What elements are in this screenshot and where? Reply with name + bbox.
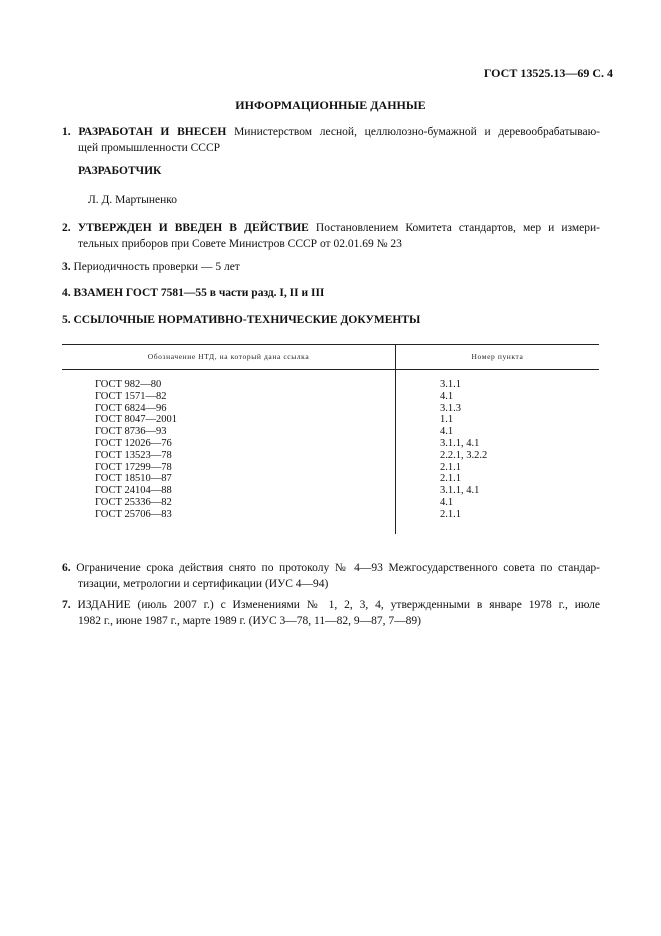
- item-6: [62, 560, 600, 592]
- table-cell-document: ГОСТ 25336—82: [95, 496, 172, 508]
- item-1-text-1: Министерством лесной, целлюлозно-бумажной и деревообрабатываю-: [234, 126, 601, 138]
- item-3: [62, 259, 600, 275]
- table-header-clause: Номер пункта: [471, 352, 524, 361]
- table-column-clauses: [440, 379, 487, 521]
- table-cell-clause: 2.1.1: [440, 461, 461, 473]
- table-header-document: Обозначение НТД, на который дана ссылка: [147, 352, 310, 361]
- item-3-number: 3.: [62, 261, 71, 273]
- table-cell-clause: 2.1.1: [440, 473, 461, 485]
- developer-label: РАЗРАБОТЧИК: [78, 165, 162, 177]
- item-7-line-1: [62, 597, 600, 613]
- table-cell-document: ГОСТ 25706—83: [95, 508, 172, 520]
- table-cell-clause: 2.1.1: [440, 508, 461, 520]
- item-4: [62, 285, 600, 301]
- item-7-text-2: 1982 г., июне 1987 г., марте 1989 г. (ИУС 3—78, 11—82, 9—87, 7—89): [78, 615, 421, 627]
- table-header-rule: [62, 369, 599, 370]
- table-column-divider: [395, 344, 396, 534]
- table-cell-document: ГОСТ 12026—76: [95, 437, 172, 449]
- item-5: [62, 312, 600, 328]
- table-column-documents: [95, 379, 177, 521]
- table-cell-document: ГОСТ 8047—2001: [95, 414, 178, 426]
- table-cell-document: ГОСТ 24104—88: [95, 485, 172, 497]
- table-cell-clause: 1.1: [440, 414, 454, 426]
- table-cell-clause: 2.2.1, 3.2.2: [440, 449, 488, 461]
- item-3-text: Периодичность проверки — 5 лет: [73, 261, 240, 273]
- table-cell-clause: 3.1.3: [440, 402, 461, 414]
- item-6-number: 6.: [62, 562, 71, 574]
- table-cell-document: ГОСТ 6824—96: [95, 402, 167, 414]
- item-2-text-1: Постановлением Комитета стандартов, мер и измери-: [315, 222, 601, 234]
- table-cell-document: ГОСТ 18510—87: [95, 473, 172, 485]
- table-cell-clause: 3.1.1, 4.1: [440, 437, 480, 449]
- item-6-text-1: Ограничение срока действия снято по протоколу № 4—93 Межгосударственного совета по стандар-: [76, 562, 601, 574]
- table-cell-clause: 4.1: [440, 496, 454, 508]
- item-7-number: 7.: [62, 599, 71, 611]
- item-7-text-1: ИЗДАНИЕ (июль 2007 г.) с Изменениями № 1, 2, 3, 4, утвержденными в январе 1978 г., июле: [77, 599, 601, 611]
- item-2-lead: УТВЕРЖДЕН И ВВЕДЕН В ДЕЙСТВИЕ: [77, 222, 309, 234]
- item-4-number: 4.: [62, 287, 71, 299]
- item-4-text: ВЗАМЕН ГОСТ 7581—55 в части разд. I, II и III: [73, 287, 325, 299]
- table-cell-document: ГОСТ 13523—78: [95, 449, 172, 461]
- developer-name: Л. Д. Мартыненко: [88, 194, 177, 206]
- item-2-line-1: [62, 220, 600, 236]
- item-5-text: ССЫЛОЧНЫЕ НОРМАТИВНО-ТЕХНИЧЕСКИЕ ДОКУМЕНТЫ: [73, 314, 421, 326]
- item-7: [62, 597, 600, 629]
- item-1-number: 1.: [62, 126, 71, 138]
- item-6-line-1: [62, 560, 600, 576]
- item-2: [62, 220, 600, 252]
- item-2-text-2: тельных приборов при Совете Министров СССР от 02.01.69 № 23: [78, 238, 402, 250]
- table-cell-document: ГОСТ 1571—82: [95, 390, 167, 402]
- reference-table: [62, 344, 599, 534]
- item-1-text-2: щей промышленности СССР: [78, 142, 221, 154]
- item-1-line-1: [62, 124, 600, 140]
- item-1-lead: РАЗРАБОТАН И ВНЕСЕН: [78, 126, 227, 138]
- item-5-number: 5.: [62, 314, 71, 326]
- page-title: ИНФОРМАЦИОННЫЕ ДАННЫЕ: [235, 98, 426, 112]
- table-cell-document: ГОСТ 8736—93: [95, 426, 167, 438]
- table-cell-clause: 3.1.1, 4.1: [440, 485, 480, 497]
- table-cell-document: ГОСТ 17299—78: [95, 461, 172, 473]
- item-2-number: 2.: [62, 222, 71, 234]
- table-cell-clause: 3.1.1: [440, 379, 461, 390]
- table-cell-clause: 4.1: [440, 390, 454, 402]
- table-cell-clause: 4.1: [440, 426, 454, 438]
- document-reference: ГОСТ 13525.13—69 С. 4: [483, 66, 613, 80]
- item-6-text-2: тизации, метрологии и сертификации (ИУС 4—94): [78, 578, 329, 590]
- table-top-rule: [62, 344, 599, 345]
- item-1: [62, 124, 600, 156]
- table-cell-document: ГОСТ 982—80: [95, 379, 162, 390]
